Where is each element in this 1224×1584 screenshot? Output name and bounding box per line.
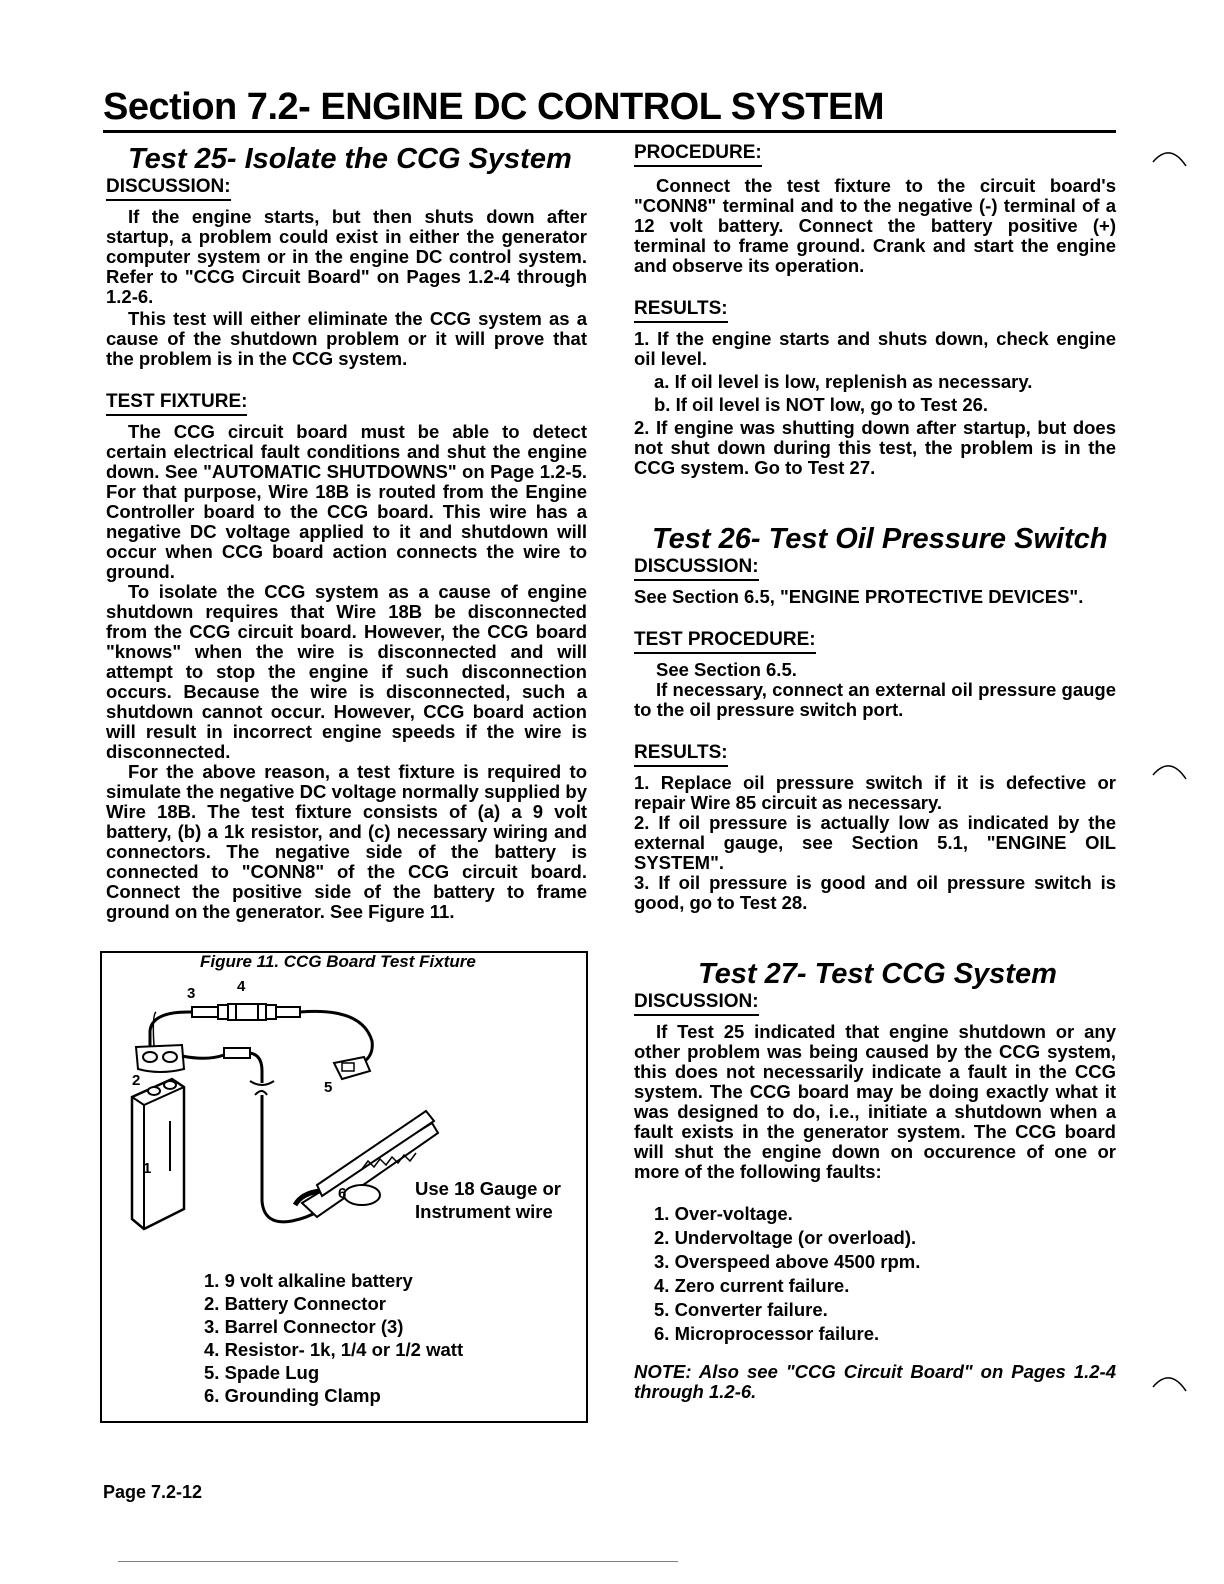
fault-item: 1. Over-voltage. — [654, 1203, 793, 1224]
test26-procedure-p2: If necessary, connect an external oil pressure gauge to the oil pressure switch port. — [634, 679, 1116, 720]
test27-discussion-p1: If Test 25 indicated that engine shutdown or any other problem was being caused by the CCG system, this does not necessarily indicate a fault in the CCG system. The CCG board may be doing exactly what it was designed to do, i.e., initiate a shutdown when a fault exists in the generator system. The CCG board will shut the engine down on occurence of one or more of the following faults: — [634, 1021, 1116, 1182]
fault-item: 2. Undervoltage (or overload). — [654, 1227, 917, 1248]
binder-hole-mark — [1150, 1365, 1190, 1395]
test25-procedure-heading: PROCEDURE: — [634, 142, 762, 167]
callout-6: 6 — [338, 1185, 347, 1202]
callout-2: 2 — [132, 1072, 141, 1089]
title-rule — [103, 130, 1116, 133]
test27-note: NOTE: Also see "CCG Circuit Board" on Pages 1.2-4 through 1.2-6. — [634, 1361, 1116, 1402]
callout-1: 1 — [143, 1160, 152, 1177]
page-number: Page 7.2-12 — [103, 1482, 203, 1502]
nine-volt-battery — [132, 1079, 184, 1229]
resistor-assembly — [192, 1004, 300, 1020]
page-title: Section 7.2- ENGINE DC CONTROL SYSTEM — [103, 86, 885, 128]
test26-procedure-p1: See Section 6.5. — [656, 659, 797, 680]
legend-item: 4. Resistor- 1k, 1/4 or 1/2 watt — [204, 1339, 464, 1360]
test26-procedure-heading: TEST PROCEDURE: — [634, 629, 816, 654]
test27-discussion-heading: DISCUSSION: — [634, 991, 759, 1016]
test25-procedure-p1: Connect the test fixture to the circuit board's "CONN8" terminal and to the negative (-) terminal of a 12 volt battery. Connect the battery positive (+) terminal to frame ground. Crank and start the engine and observe its operation. — [634, 175, 1116, 276]
test27-title: Test 27- Test CCG System — [698, 958, 1057, 990]
fault-list — [634, 1202, 1116, 1346]
callout-4: 4 — [237, 978, 246, 995]
fault-item: 5. Converter failure. — [654, 1299, 828, 1320]
test26-results-2: 2. If oil pressure is actually low as indicated by the external gauge, see Section 5.1, "ENGINE OIL SYSTEM". — [634, 812, 1116, 873]
wire-note: Use 18 Gauge or Instrument wire — [415, 1178, 562, 1222]
callout-5: 5 — [324, 1079, 333, 1096]
bottom-rule — [118, 1561, 678, 1562]
test25-fixture-p3: For the above reason, a test fixture is required to simulate the negative DC voltage normally supplied by Wire 18B. The test fixture consists of (a) a 9 volt battery, (b) a 1k resistor, and (c) necessary wiring and connectors. The negative side of the battery is connected to "CONN8" of the CCG circuit board. Connect the positive side of the battery to frame ground on the generator. See Figure 11. — [106, 761, 587, 922]
fault-item: 6. Microprocessor failure. — [654, 1323, 880, 1344]
figure-caption: Figure 11. CCG Board Test Fixture — [200, 952, 476, 971]
battery-connector — [136, 1045, 224, 1072]
legend-item: 6. Grounding Clamp — [204, 1385, 381, 1406]
test25-results-2: 2. If engine was shutting down after startup, but does not shut down during this test, the problem is in the CCG system. Go to Test 27. — [634, 417, 1116, 478]
legend-item: 1. 9 volt alkaline battery — [204, 1270, 413, 1291]
test25-discussion-p2: This test will either eliminate the CCG system as a cause of the shutdown problem or it will prove that the problem is in the CCG system. — [106, 308, 587, 369]
left-column — [106, 142, 587, 922]
test25-fixture-heading: TEST FIXTURE: — [106, 391, 247, 416]
fault-item: 3. Overspeed above 4500 rpm. — [654, 1251, 921, 1272]
spade-lug — [334, 1057, 370, 1079]
test-fixture-illustration — [112, 971, 572, 1271]
legend-item: 5. Spade Lug — [204, 1362, 320, 1383]
test26-results-3: 3. If oil pressure is good and oil pressure switch is good, go to Test 28. — [634, 872, 1116, 913]
test25-fixture-p1: The CCG circuit board must be able to detect certain electrical fault conditions and shut the engine down. See "AUTOMATIC SHUTDOWNS" on Page 1.2-5. For that purpose, Wire 18B is routed from the Engine Controller board to the CCG board. This wire has a negative DC voltage applied to it and shutdown will occur when CCG board action connects the wire to ground. — [106, 421, 587, 582]
test25-results-1b: b. If oil level is NOT low, go to Test 26. — [654, 394, 989, 415]
test25-fixture-p2: To isolate the CCG system as a cause of engine shutdown requires that Wire 18B be disconnected from the CCG circuit board. However, the CCG board "knows" when the wire is disconnected and will attempt to stop the engine if such disconnection occurs. Because the wire is disconnected, such a shutdown cannot occur. However, CCG board action will result in incorrect engine speeds if the wire is disconnected. — [106, 581, 587, 762]
test26-discussion-p1: See Section 6.5, "ENGINE PROTECTIVE DEVICES". — [634, 586, 1084, 607]
test25-results-1a: a. If oil level is low, replenish as necessary. — [654, 371, 1033, 392]
test26-results-1: 1. Replace oil pressure switch if it is defective or repair Wire 85 circuit as necessary. — [634, 772, 1116, 813]
legend-item: 2. Battery Connector — [204, 1293, 386, 1314]
figure-11 — [100, 951, 588, 1423]
binder-hole-mark — [1150, 753, 1190, 783]
legend-item: 3. Barrel Connector (3) — [204, 1316, 404, 1337]
binder-hole-mark — [1150, 140, 1190, 170]
callout-3: 3 — [187, 985, 196, 1002]
test25-discussion-heading: DISCUSSION: — [106, 176, 231, 201]
test26-title: Test 26- Test Oil Pressure Switch — [652, 523, 1108, 555]
test25-results-1: 1. If the engine starts and shuts down, check engine oil level. — [634, 328, 1116, 369]
right-column — [634, 142, 1116, 1402]
test25-results-heading: RESULTS: — [634, 298, 728, 323]
test26-results-heading: RESULTS: — [634, 742, 728, 767]
test25-title: Test 25- Isolate the CCG System — [128, 143, 572, 175]
test25-discussion-p1: If the engine starts, but then shuts down after startup, a problem could exist in either the generator computer system or in the engine DC control system. Refer to "CCG Circuit Board" on Pages 1.2-4 through 1.2-6. — [106, 206, 587, 307]
test26-discussion-heading: DISCUSSION: — [634, 556, 759, 581]
figure-legend — [204, 1269, 463, 1407]
fault-item: 4. Zero current failure. — [654, 1275, 850, 1296]
